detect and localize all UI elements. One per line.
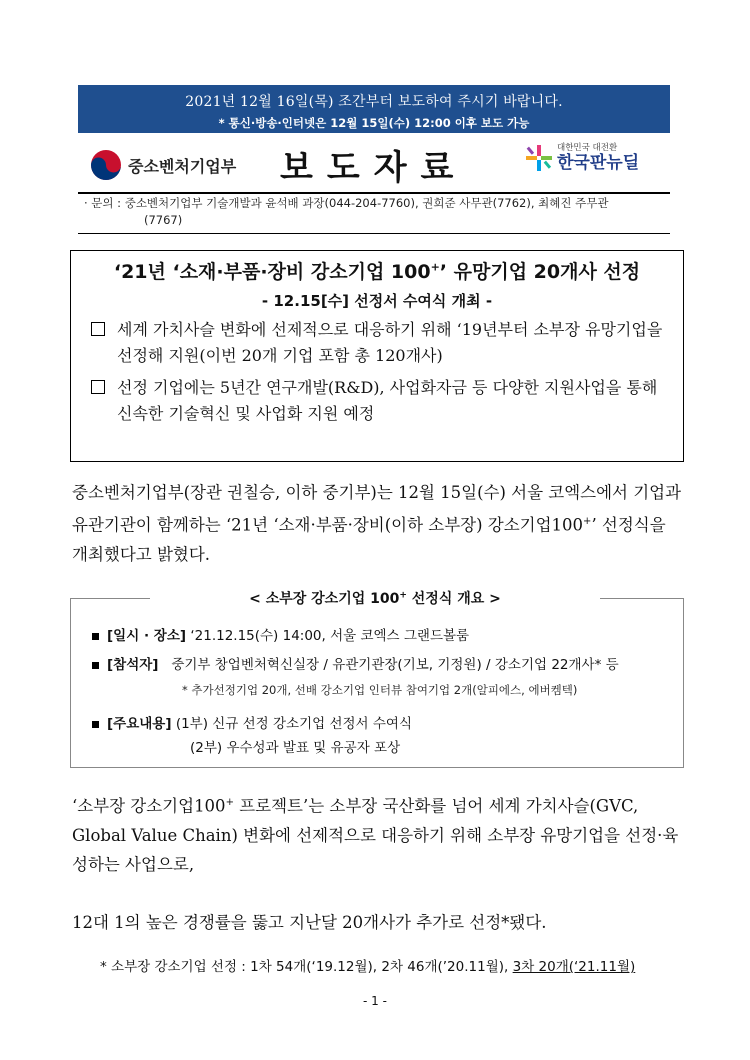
embargo-banner (78, 85, 670, 133)
divider-top (78, 192, 670, 194)
taegeuk-icon (90, 149, 122, 181)
summary-bullet: 세계 가치사슬 변화에 선제적으로 대응하기 위해 ‘19년부터 소부장 유망기업을 선정해 지원(이번 20개 기업 포함 총 120개사) (71, 317, 683, 369)
body-paragraph-1: 중소벤처기업부(장관 권칠승, 이하 중기부)는 12월 15일(수) 서울 코엑스에서 기업과 유관기관이 함께하는 ‘21년 ‘소재·부품·장비(이하 소부장) 강소기업100+’ 선정식을 개최했다고 밝혔다. (72, 483, 682, 564)
korean-new-deal-logo (525, 143, 639, 173)
body-paragraph-3: 12대 1의 높은 경쟁률을 뚫고 지난달 20개사가 추가로 선정*됐다. (72, 913, 547, 932)
new-deal-symbol-icon (525, 143, 553, 173)
new-deal-caption: 대한민국 대전환 (557, 143, 618, 154)
ministry-logo-text: 중소벤처기업부 (128, 156, 237, 176)
contact-line2: (7767) (144, 213, 183, 227)
headline-box (70, 250, 684, 462)
footnote: * 소부장 강소기업 선정 : 1차 54개(‘19.12월), 2차 46개(’20.11월), 3차 20개(‘21.11월) (100, 959, 636, 975)
divider-bottom (78, 233, 670, 234)
embargo-line1: 2021년 12월 16일(목) 조간부터 보도하여 주시기 바랍니다. (185, 94, 563, 110)
headline-title: ‘21년 ‘소재·부품·장비 강소기업 100+’ 유망기업 20개사 선정 (113, 260, 641, 283)
checkbox-square-icon (91, 322, 105, 336)
outline-row-attendees: [참석자] 중기부 창업벤처혁신실장 / 유관기관장(기보, 기정원) / 강소기업 22개사* 등 (92, 653, 619, 673)
summary-bullet: 선정 기업에는 5년간 연구개발(R&D), 사업화자금 등 다양한 지원사업을 통해 신속한 기술혁신 및 사업화 지원 예정 (71, 375, 683, 427)
embargo-line2: * 통신·방송·인터넷은 12월 15일(수) 12:00 이후 보도 가능 (218, 116, 530, 130)
page-number: - 1 - (363, 994, 387, 1008)
ministry-logo (90, 145, 236, 185)
checkbox-square-icon (91, 380, 105, 394)
outline-row-datetime: [일시 · 장소] ‘21.12.15(수) 14:00, 서울 코엑스 그랜드볼룸 (92, 624, 469, 644)
square-bullet-icon (92, 662, 99, 669)
contact-info (84, 195, 674, 229)
new-deal-name: 한국판뉴딜 (557, 152, 640, 173)
headline-subtitle: - 12.15[수] 선정서 수여식 개최 - (261, 292, 493, 310)
outline-row-program: [주요내용] (1부) 신규 선정 강소기업 선정서 수여식 (92, 712, 412, 732)
body-paragraph-2: ‘소부장 강소기업100+ 프로젝트’는 소부장 국산화를 넘어 세계 가치사슬(GVC, Global Value Chain) 변화에 선제적으로 대응하기 위해 소부장 유망기업을 선정·육성하는 사업으로, (72, 796, 679, 874)
ceremony-outline-title: < 소부장 강소기업 100+ 선정식 개요 > (150, 588, 600, 608)
attendees-note: * 추가선정기업 20개, 선배 강소기업 인터뷰 참여기업 2개(알피에스, 에버켐텍) (182, 683, 578, 697)
press-release-title: 보도자료 (280, 148, 468, 188)
square-bullet-icon (92, 633, 99, 640)
contact-line1: · 문의 : 중소벤처기업부 기술개발과 윤석배 과장(044-204-7760), 권희준 사무관(7762), 최혜진 주무관 (84, 196, 609, 210)
outline-row-program-part2: (2부) 우수성과 발표 및 유공자 포상 (190, 740, 401, 756)
square-bullet-icon (92, 721, 99, 728)
